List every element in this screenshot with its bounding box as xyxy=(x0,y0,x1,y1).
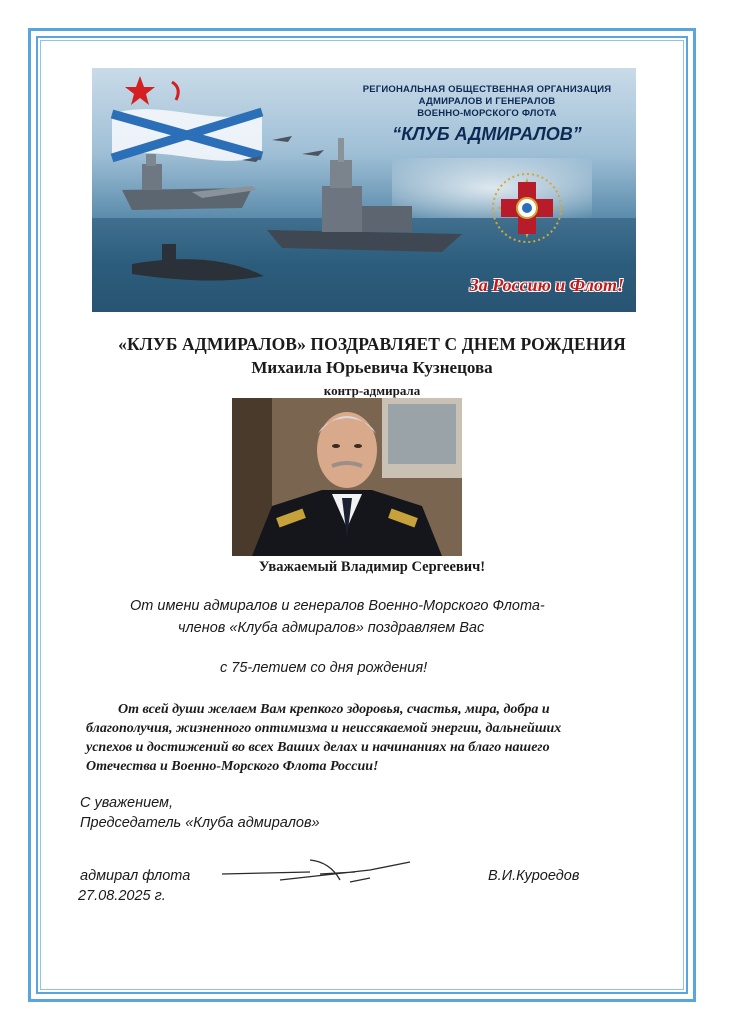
signatory-rank: адмирал флота xyxy=(80,868,191,884)
honoree-rank: контр-адмирала xyxy=(323,383,421,398)
main-heading: «КЛУБ АДМИРАЛОВ» ПОЗДРАВЛЯЕТ С ДНЕМ РОЖДЕНИЯ xyxy=(118,334,626,354)
signatory-title: Председатель «Клуба адмиралов» xyxy=(80,815,320,831)
club-name: “КЛУБ АДМИРАЛОВ” xyxy=(392,124,582,144)
wish-line-2: благополучия, жизненного оптимизма и неиссякаемой энергии, дальнейших xyxy=(86,721,562,736)
portrait-photo xyxy=(232,398,462,556)
cruiser-ship-icon xyxy=(267,138,462,252)
red-star-icon xyxy=(125,76,155,105)
anniversary-line: с 75-летием со дня рождения! xyxy=(220,660,428,676)
naval-flag-icon xyxy=(112,109,262,161)
honoree-name: Михаила Юрьевича Кузнецова xyxy=(251,358,493,377)
intro-line-1: От имени адмиралов и генералов Военно-Морского Флота- xyxy=(130,598,545,614)
motto: За Россию и Флот! xyxy=(469,275,624,295)
header-banner xyxy=(92,68,636,312)
letter-date: 27.08.2025 г. xyxy=(78,888,166,904)
organization-title xyxy=(342,84,632,146)
aircraft-carrier-icon xyxy=(122,154,257,210)
wishes-paragraph xyxy=(86,700,666,776)
handwritten-signature xyxy=(220,852,420,892)
signatory-name: В.И.Куроедов xyxy=(488,868,580,884)
org-line-1: РЕГИОНАЛЬНАЯ ОБЩЕСТВЕННАЯ ОРГАНИЗАЦИЯ xyxy=(362,84,612,95)
intro-line-2: членов «Клуба адмиралов» поздравляем Вас xyxy=(178,620,485,636)
org-line-3: ВОЕННО-МОРСКОГО ФЛОТА xyxy=(417,108,557,119)
wish-line-1: От всей души желаем Вам крепкого здоровья, счастья, мира, добра и xyxy=(118,702,550,717)
jet-icon-2 xyxy=(302,150,324,156)
org-line-2: АДМИРАЛОВ И ГЕНЕРАЛОВ xyxy=(418,96,556,107)
wish-line-4: Отечества и Военно-Морского Флота России! xyxy=(86,759,379,774)
regards: С уважением, xyxy=(80,795,174,811)
wish-line-3: успехов и достижений во всех Ваших делах и начинаниях на благо нашего xyxy=(86,740,550,755)
salutation: Уважаемый Владимир Сергеевич! xyxy=(258,559,486,575)
jet-icon xyxy=(272,136,292,142)
